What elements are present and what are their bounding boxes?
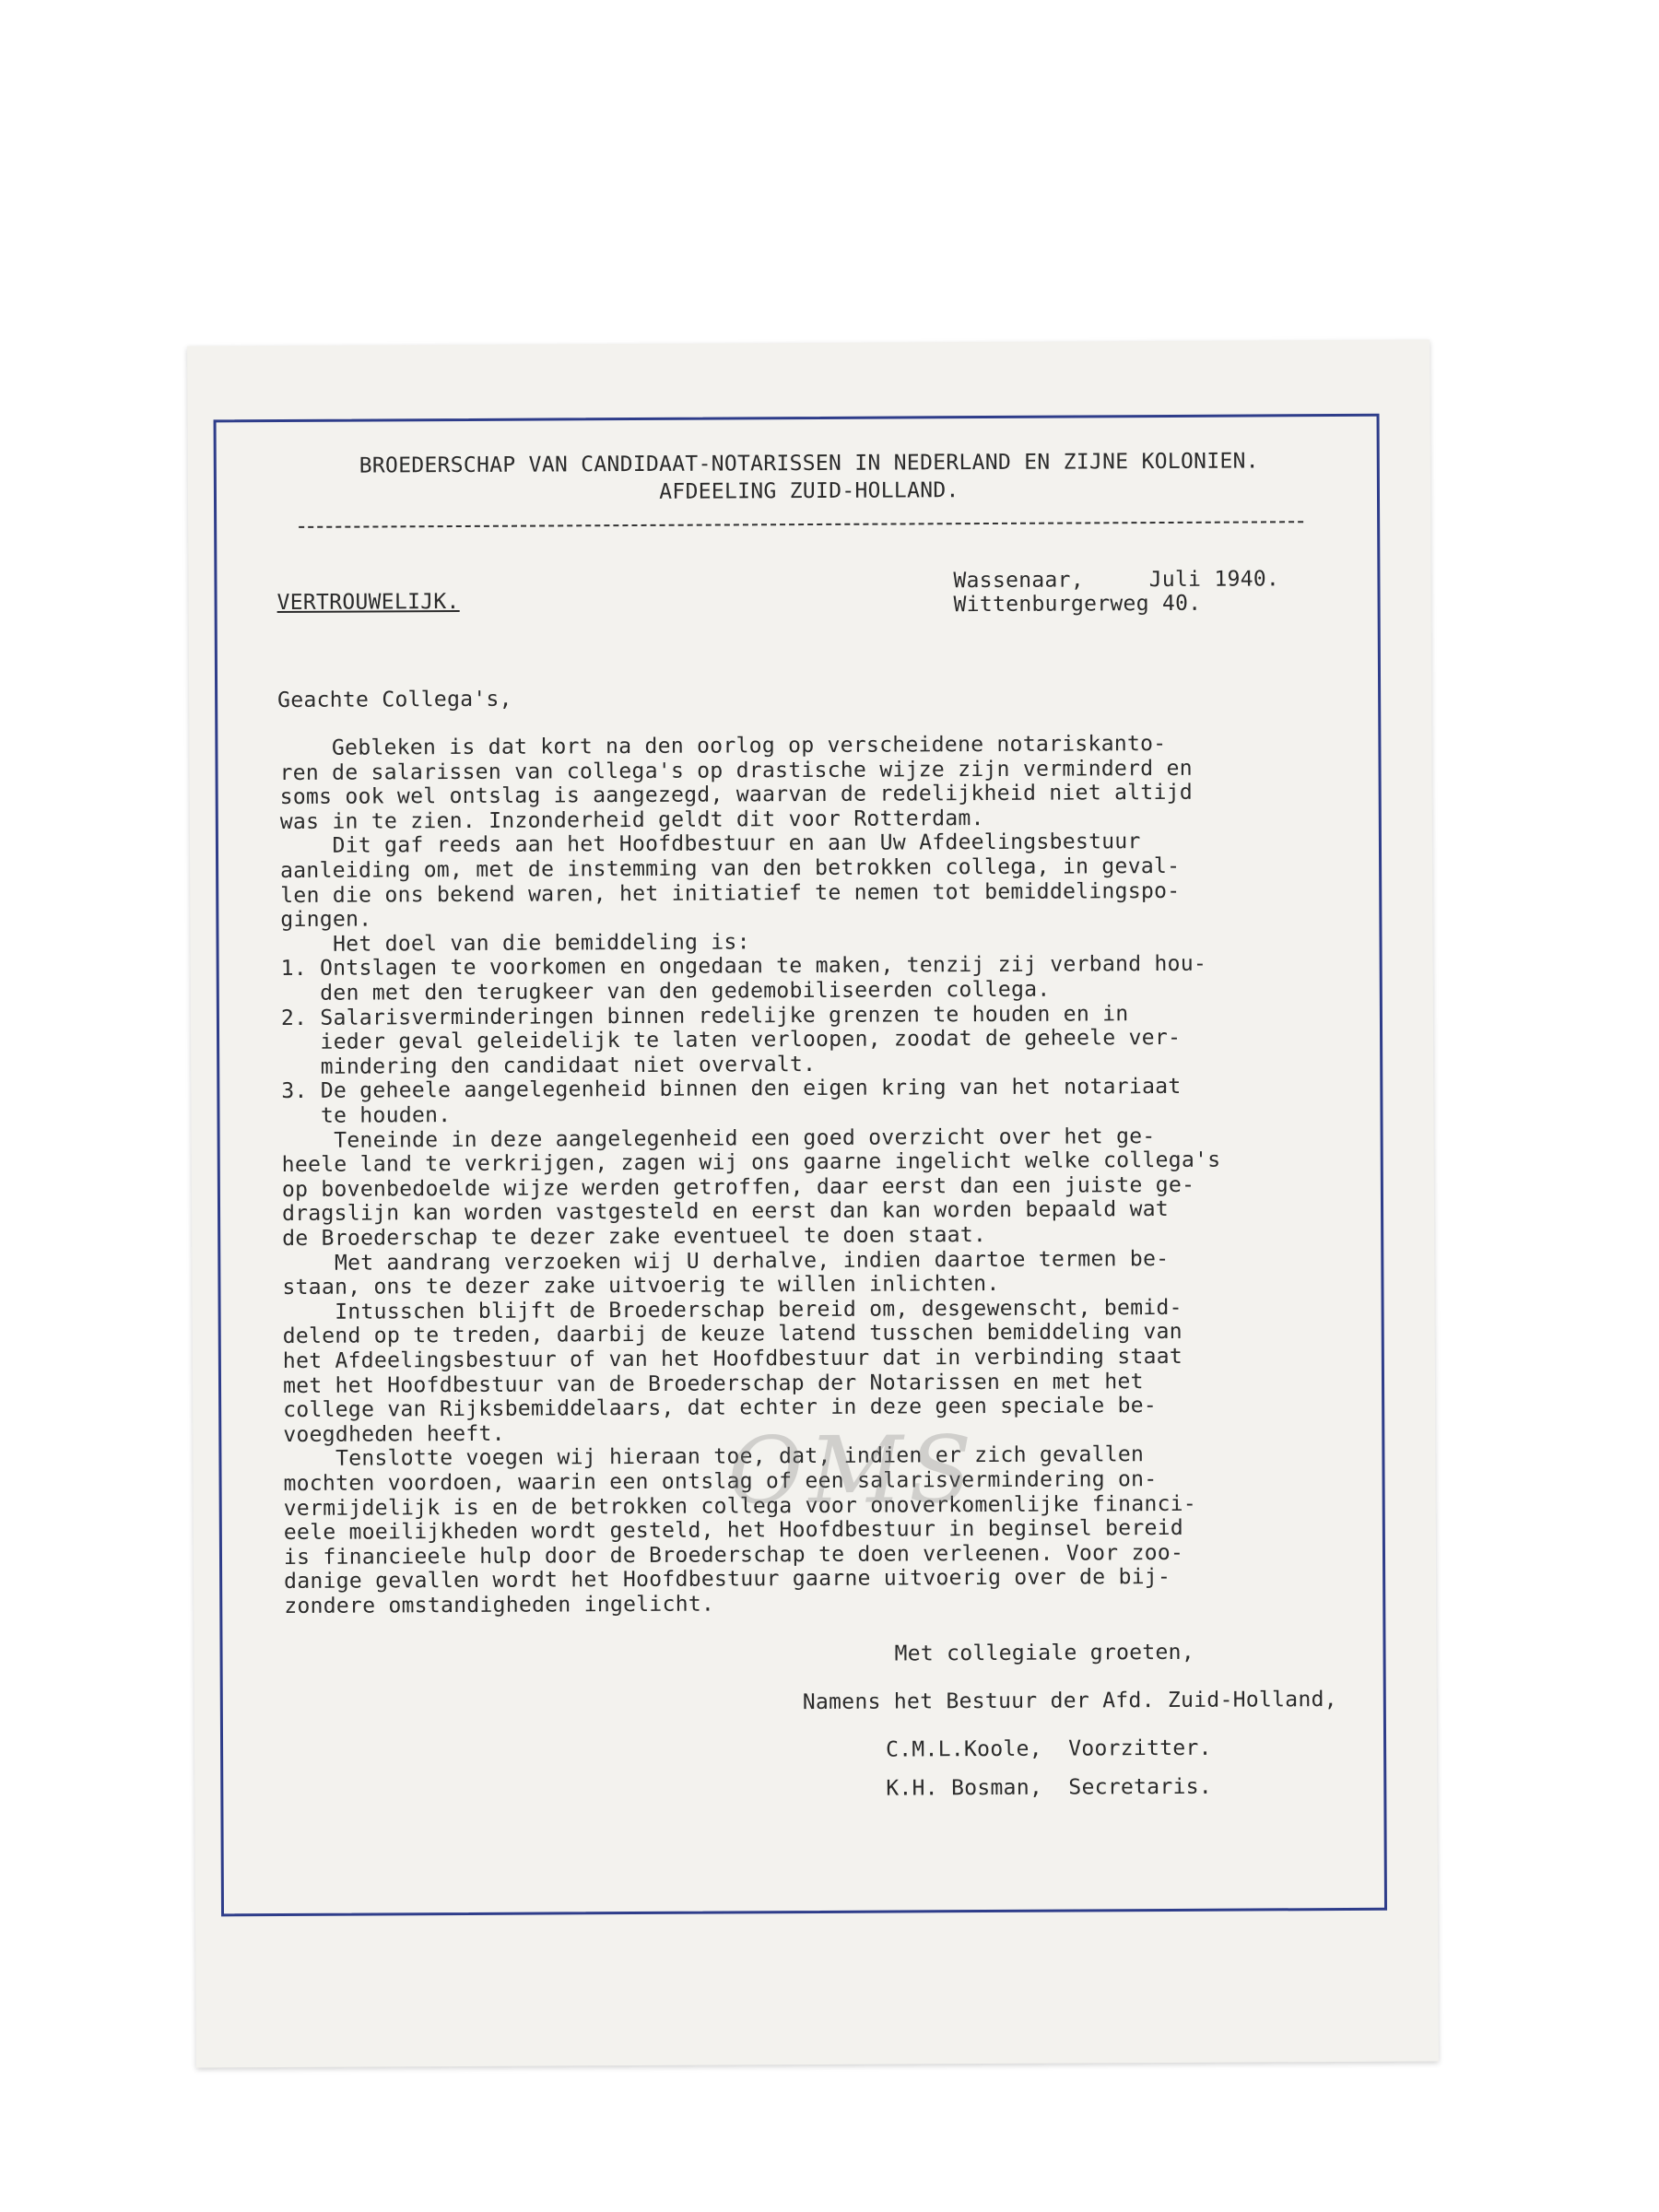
body-line: ieder geval geleidelijk te laten verloopen, zoodat de geheele ver- (281, 1026, 1182, 1055)
body-line: Tenslotte voegen wij hieraan toe, dat, indien er zich gevallen (283, 1442, 1145, 1472)
letterhead-line-2: AFDEELING ZUID-HOLLAND. (659, 478, 959, 504)
body-line: was in te zien. Inzonderheid geldt dit voor Rotterdam. (279, 806, 984, 834)
body-line: gingen. (280, 907, 372, 933)
body-line: eele moeilijkheden wordt gesteld, het Hoofdbestuur in beginsel bereid (283, 1516, 1184, 1546)
signatory-secretary: K.H. Bosman, Secretaris. (886, 1774, 1213, 1801)
body-line: Teneinde in deze aangelegenheid een goed overzicht over het ge- (281, 1124, 1156, 1153)
body-line: heele land te verkrijgen, zagen wij ons gaarne ingelicht welke collega's (281, 1147, 1221, 1178)
body-line: op bovenbedoelde wijze werden getroffen, daar eerst dan een juiste ge- (281, 1172, 1195, 1202)
body-line: de Broederschap te dezer zake eventueel te doen staat. (282, 1223, 987, 1252)
body-line: len die ons bekend waren, het initiatief te nemen tot bemiddelingspo- (280, 878, 1181, 908)
salutation: Geachte Collega's, (277, 687, 512, 713)
body-line: Met aandrang verzoeken wij U derhalve, indien daartoe termen be- (282, 1246, 1170, 1276)
body-line: mindering den candidaat niet overvalt. (281, 1052, 817, 1079)
body-line: danige gevallen wordt het Hoofdbestuur gaarne uitvoerig over de bij- (284, 1565, 1171, 1594)
body-line: college van Rijksbemiddelaars, dat echter in deze geen speciale be- (283, 1394, 1158, 1423)
body-line: te houden. (281, 1103, 452, 1129)
body-line: Het doel van die bemiddeling is: (280, 930, 750, 957)
body-line: het Afdeelingsbestuur of van het Hoofdbestuur dat in verbinding staat (282, 1344, 1183, 1374)
body-line: 2. Salarisverminderingen binnen redelijke grenzen te houden en in (280, 1001, 1129, 1030)
signatory-chairman: C.M.L.Koole, Voorzitter. (886, 1735, 1212, 1762)
body-line: vermijdelijk is en de betrokken collega voor onoverkomenlijke financi- (283, 1491, 1197, 1521)
confidential-marking: VERTROUWELIJK. (276, 589, 460, 616)
body-line: aanleiding om, met de instemming van den betrokken collega, in geval- (280, 853, 1181, 884)
body-line: met het Hoofdbestuur van de Broederschap der Notarissen en met het (282, 1369, 1144, 1398)
body-line: delend op te treden, daarbij de keuze latend tusschen bemiddeling van (282, 1320, 1182, 1349)
sender-address: Wittenburgerweg 40. (953, 591, 1202, 618)
body-line: dragslijn kan worden vastgesteld en eerst dan kan worden bepaald wat (281, 1197, 1170, 1227)
body-line: mochten voordoen, waarin een ontslag of een salarisvermindering on- (283, 1467, 1158, 1497)
body-line: Dit gaf reeds aan het Hoofdbestuur en aan Uw Afdeelingsbestuur (279, 830, 1141, 859)
letter-sheet (187, 339, 1439, 2067)
body-line: 1. Ontslagen te voorkomen en ongedaan te maken, tenzij zij verband hou- (280, 952, 1207, 982)
letterhead-line-1: BROEDERSCHAP VAN CANDIDAAT-NOTARISSEN IN NEDERLAND EN ZIJNE KOLONIEN. (359, 449, 1259, 478)
body-line: voegdheden heeft. (283, 1421, 505, 1447)
on-behalf-line: Namens het Bestuur der Afd. Zuid-Holland, (802, 1688, 1337, 1715)
closing: Met collegiale groeten, (894, 1640, 1195, 1666)
place-date: Wassenaar, Juli 1940. (953, 567, 1280, 594)
body-line: Intusschen blijft de Broederschap bereid om, desgewenscht, bemid- (282, 1295, 1182, 1324)
body-line: Gebleken is dat kort na den oorlog op verscheidene notariskanto- (279, 731, 1167, 761)
body-line: staan, ons te dezer zake uitvoerig te willen inlichten. (282, 1272, 1000, 1300)
body-line: zondere omstandigheden ingelicht. (284, 1592, 715, 1619)
body-line: soms ook wel ontslag is aangezegd, waarvan de redelijkheid niet altijd (279, 781, 1194, 810)
body-line: 3. De geheele aangelegenheid binnen den eigen kring van het notariaat (281, 1075, 1182, 1104)
body-line: is financieele hulp door de Broederschap te doen verleenen. Voor zoo- (283, 1540, 1184, 1570)
body-line: ren de salarissen van collega's op drastische wijze zijn verminderd en (279, 756, 1193, 785)
body-line: den met den terugkeer van den gedemobiliseerden collega. (280, 977, 1051, 1006)
watermark-logo: OMS (727, 1416, 978, 1525)
